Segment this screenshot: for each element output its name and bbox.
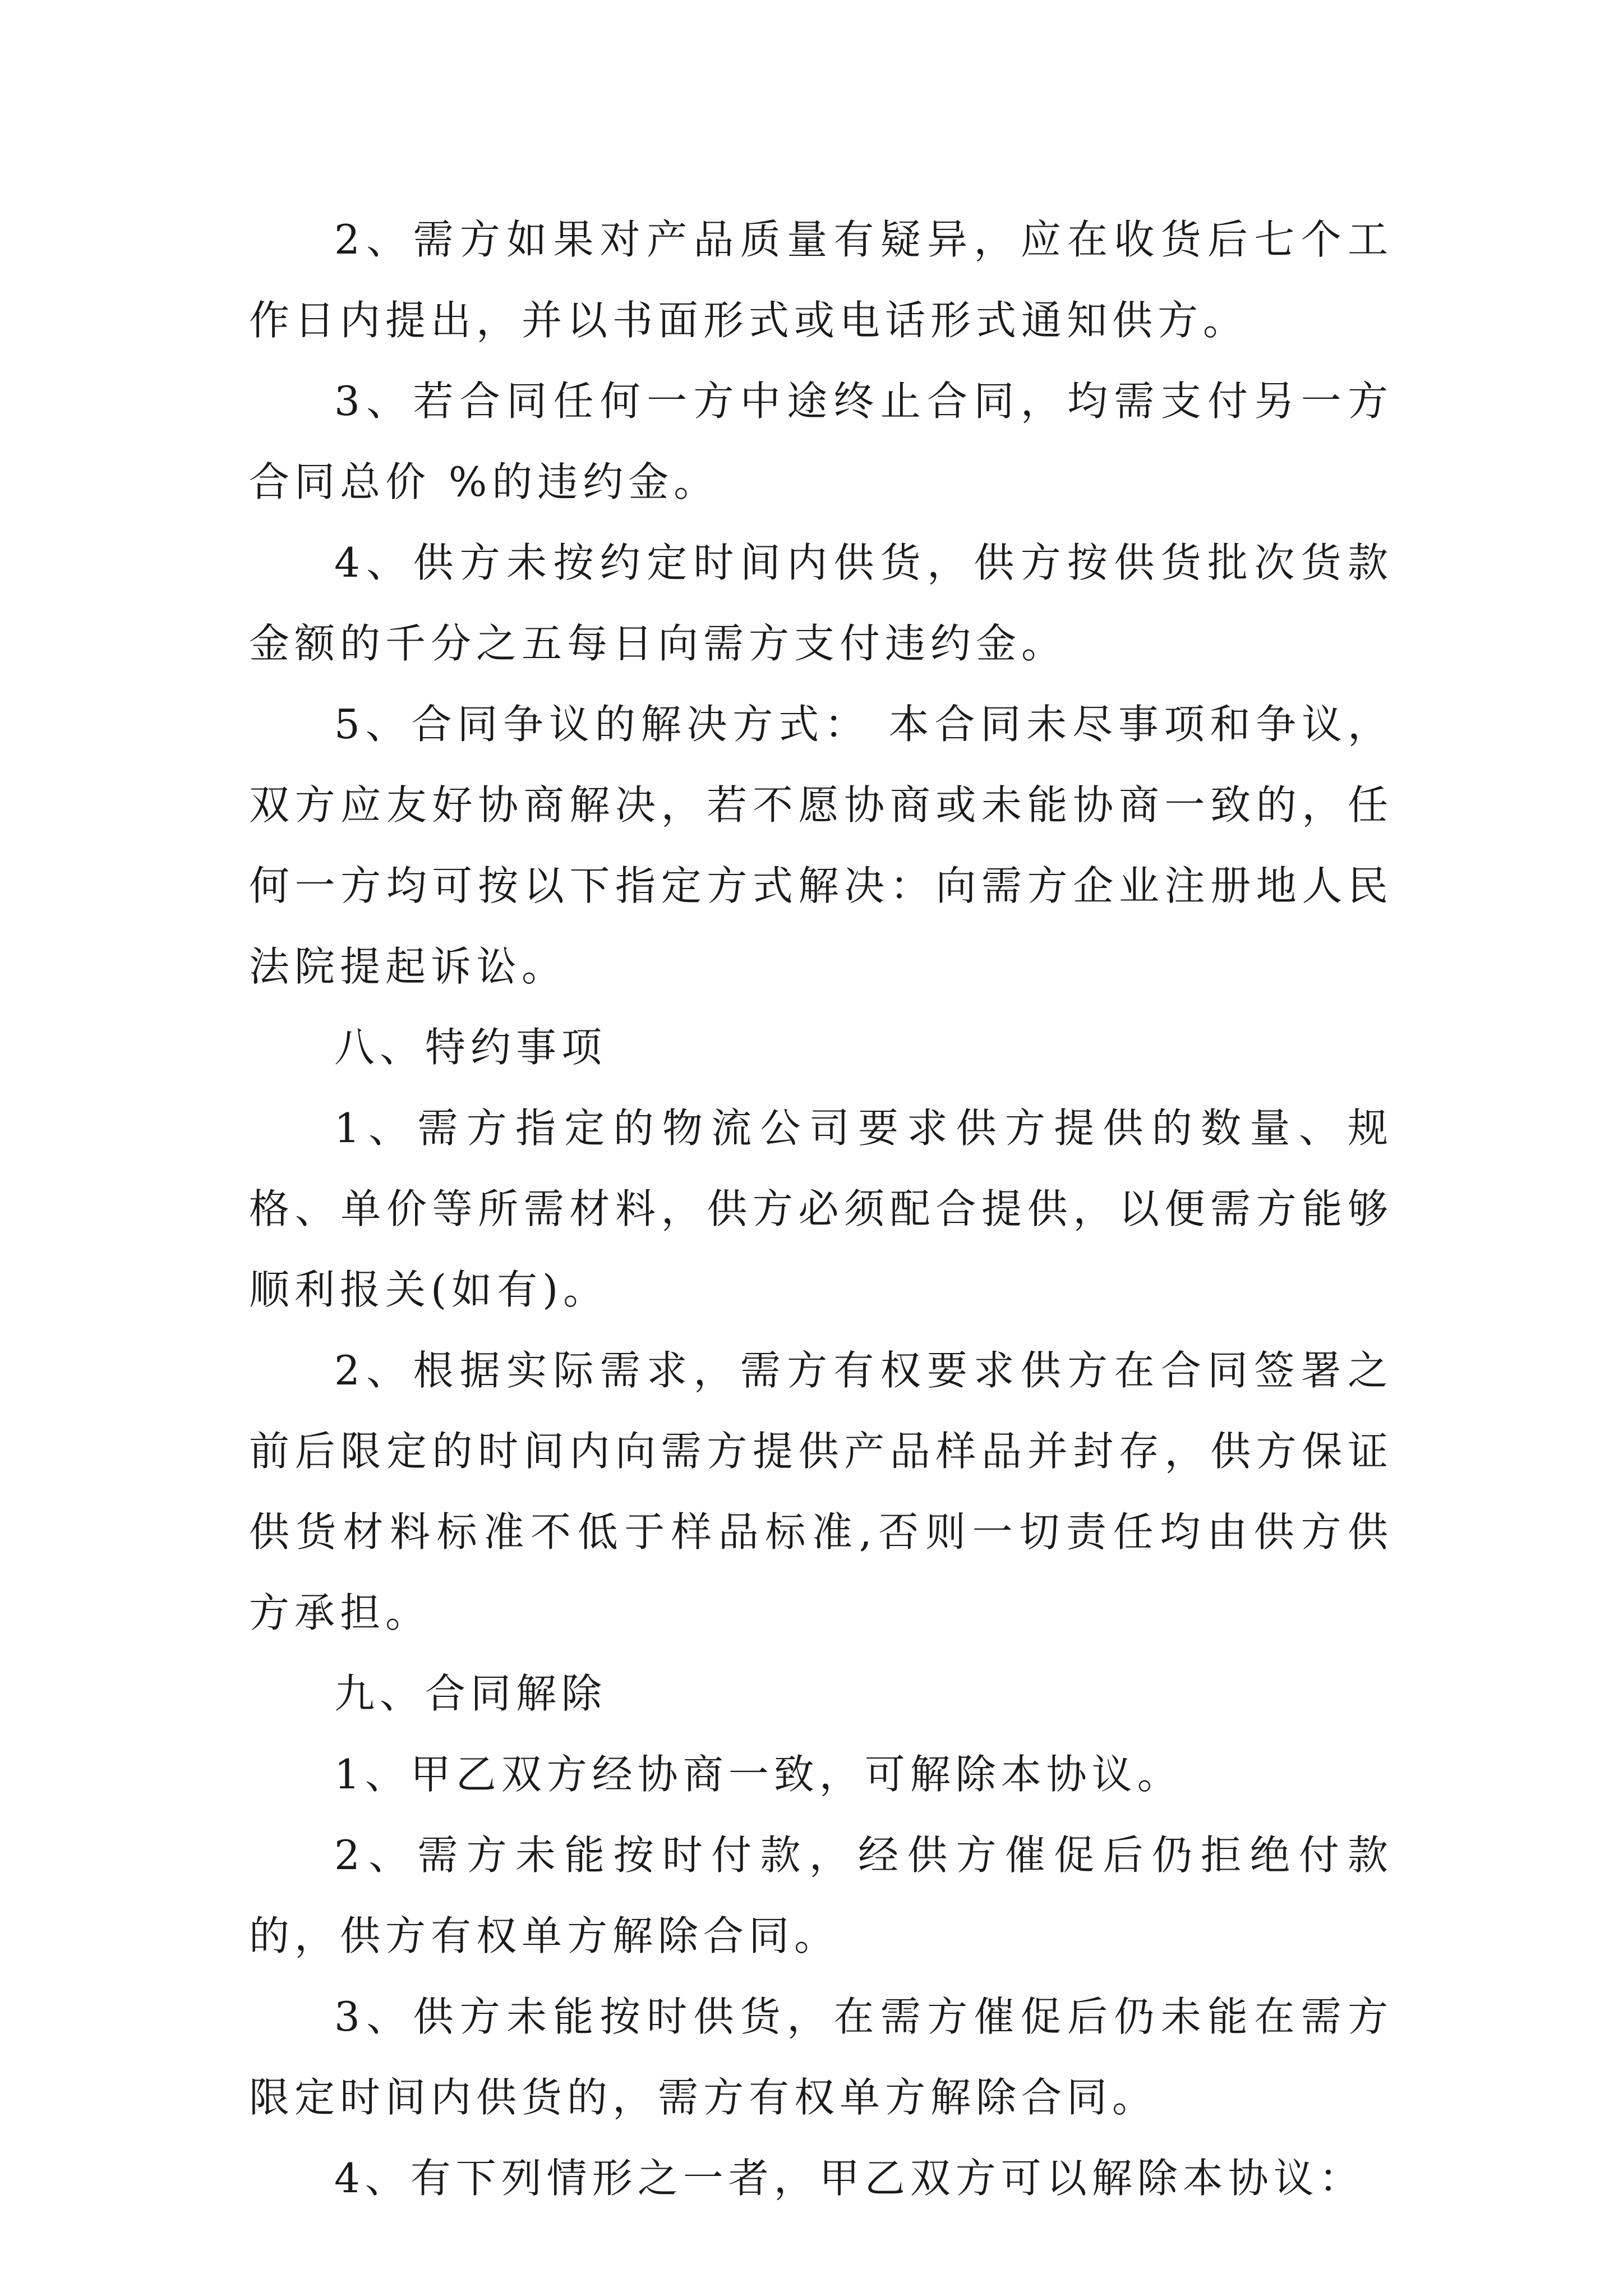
document-body (249, 199, 1393, 2219)
clause-9-3: 3、供方未能按时供货，在需方催促后仍未能在需方限定时间内供货的，需方有权单方解除合同。 (249, 1993, 1393, 2121)
clause-7-4: 4、供方未按约定时间内供货，供方按供货批次货款金额的千分之五每日向需方支付违约金。 (249, 539, 1393, 667)
section-heading-special-terms: 八、特约事项 (334, 1024, 607, 1071)
clause-9-4: 4、有下列情形之一者，甲乙双方可以解除本协议： (334, 2155, 1364, 2202)
clause-7-2: 2、需方如果对产品质量有疑异，应在收货后七个工作日内提出，并以书面形式或电话形式通知供方。 (249, 216, 1393, 344)
section-heading-termination: 九、合同解除 (334, 1670, 607, 1717)
clause-9-1: 1、甲乙双方经协商一致，可解除本协议。 (334, 1751, 1183, 1798)
clause-7-3: 3、若合同任何一方中途终止合同，均需支付另一方合同总价 %的违约金。 (249, 378, 1393, 505)
clause-8-1: 1、需方指定的物流公司要求供方提供的数量、规格、单价等所需材料，供方必须配合提供，以便需方能够顺利报关(如有)。 (249, 1105, 1393, 1313)
clause-7-5: 5、合同争议的解决方式： 本合同未尽事项和争议，双方应友好协商解决，若不愿协商或未能协商一致的，任何一方均可按以下指定方式解决：向需方企业注册地人民法院提起诉讼。 (249, 701, 1393, 990)
clause-9-2: 2、需方未能按时付款，经供方催促后仍拒绝付款的，供方有权单方解除合同。 (249, 1832, 1393, 1959)
clause-8-2: 2、根据实际需求，需方有权要求供方在合同签署之前后限定的时间内向需方提供产品样品并封存，供方保证供货材料标准不低于样品标准,否则一切责任均由供方供方承担。 (249, 1347, 1393, 1636)
